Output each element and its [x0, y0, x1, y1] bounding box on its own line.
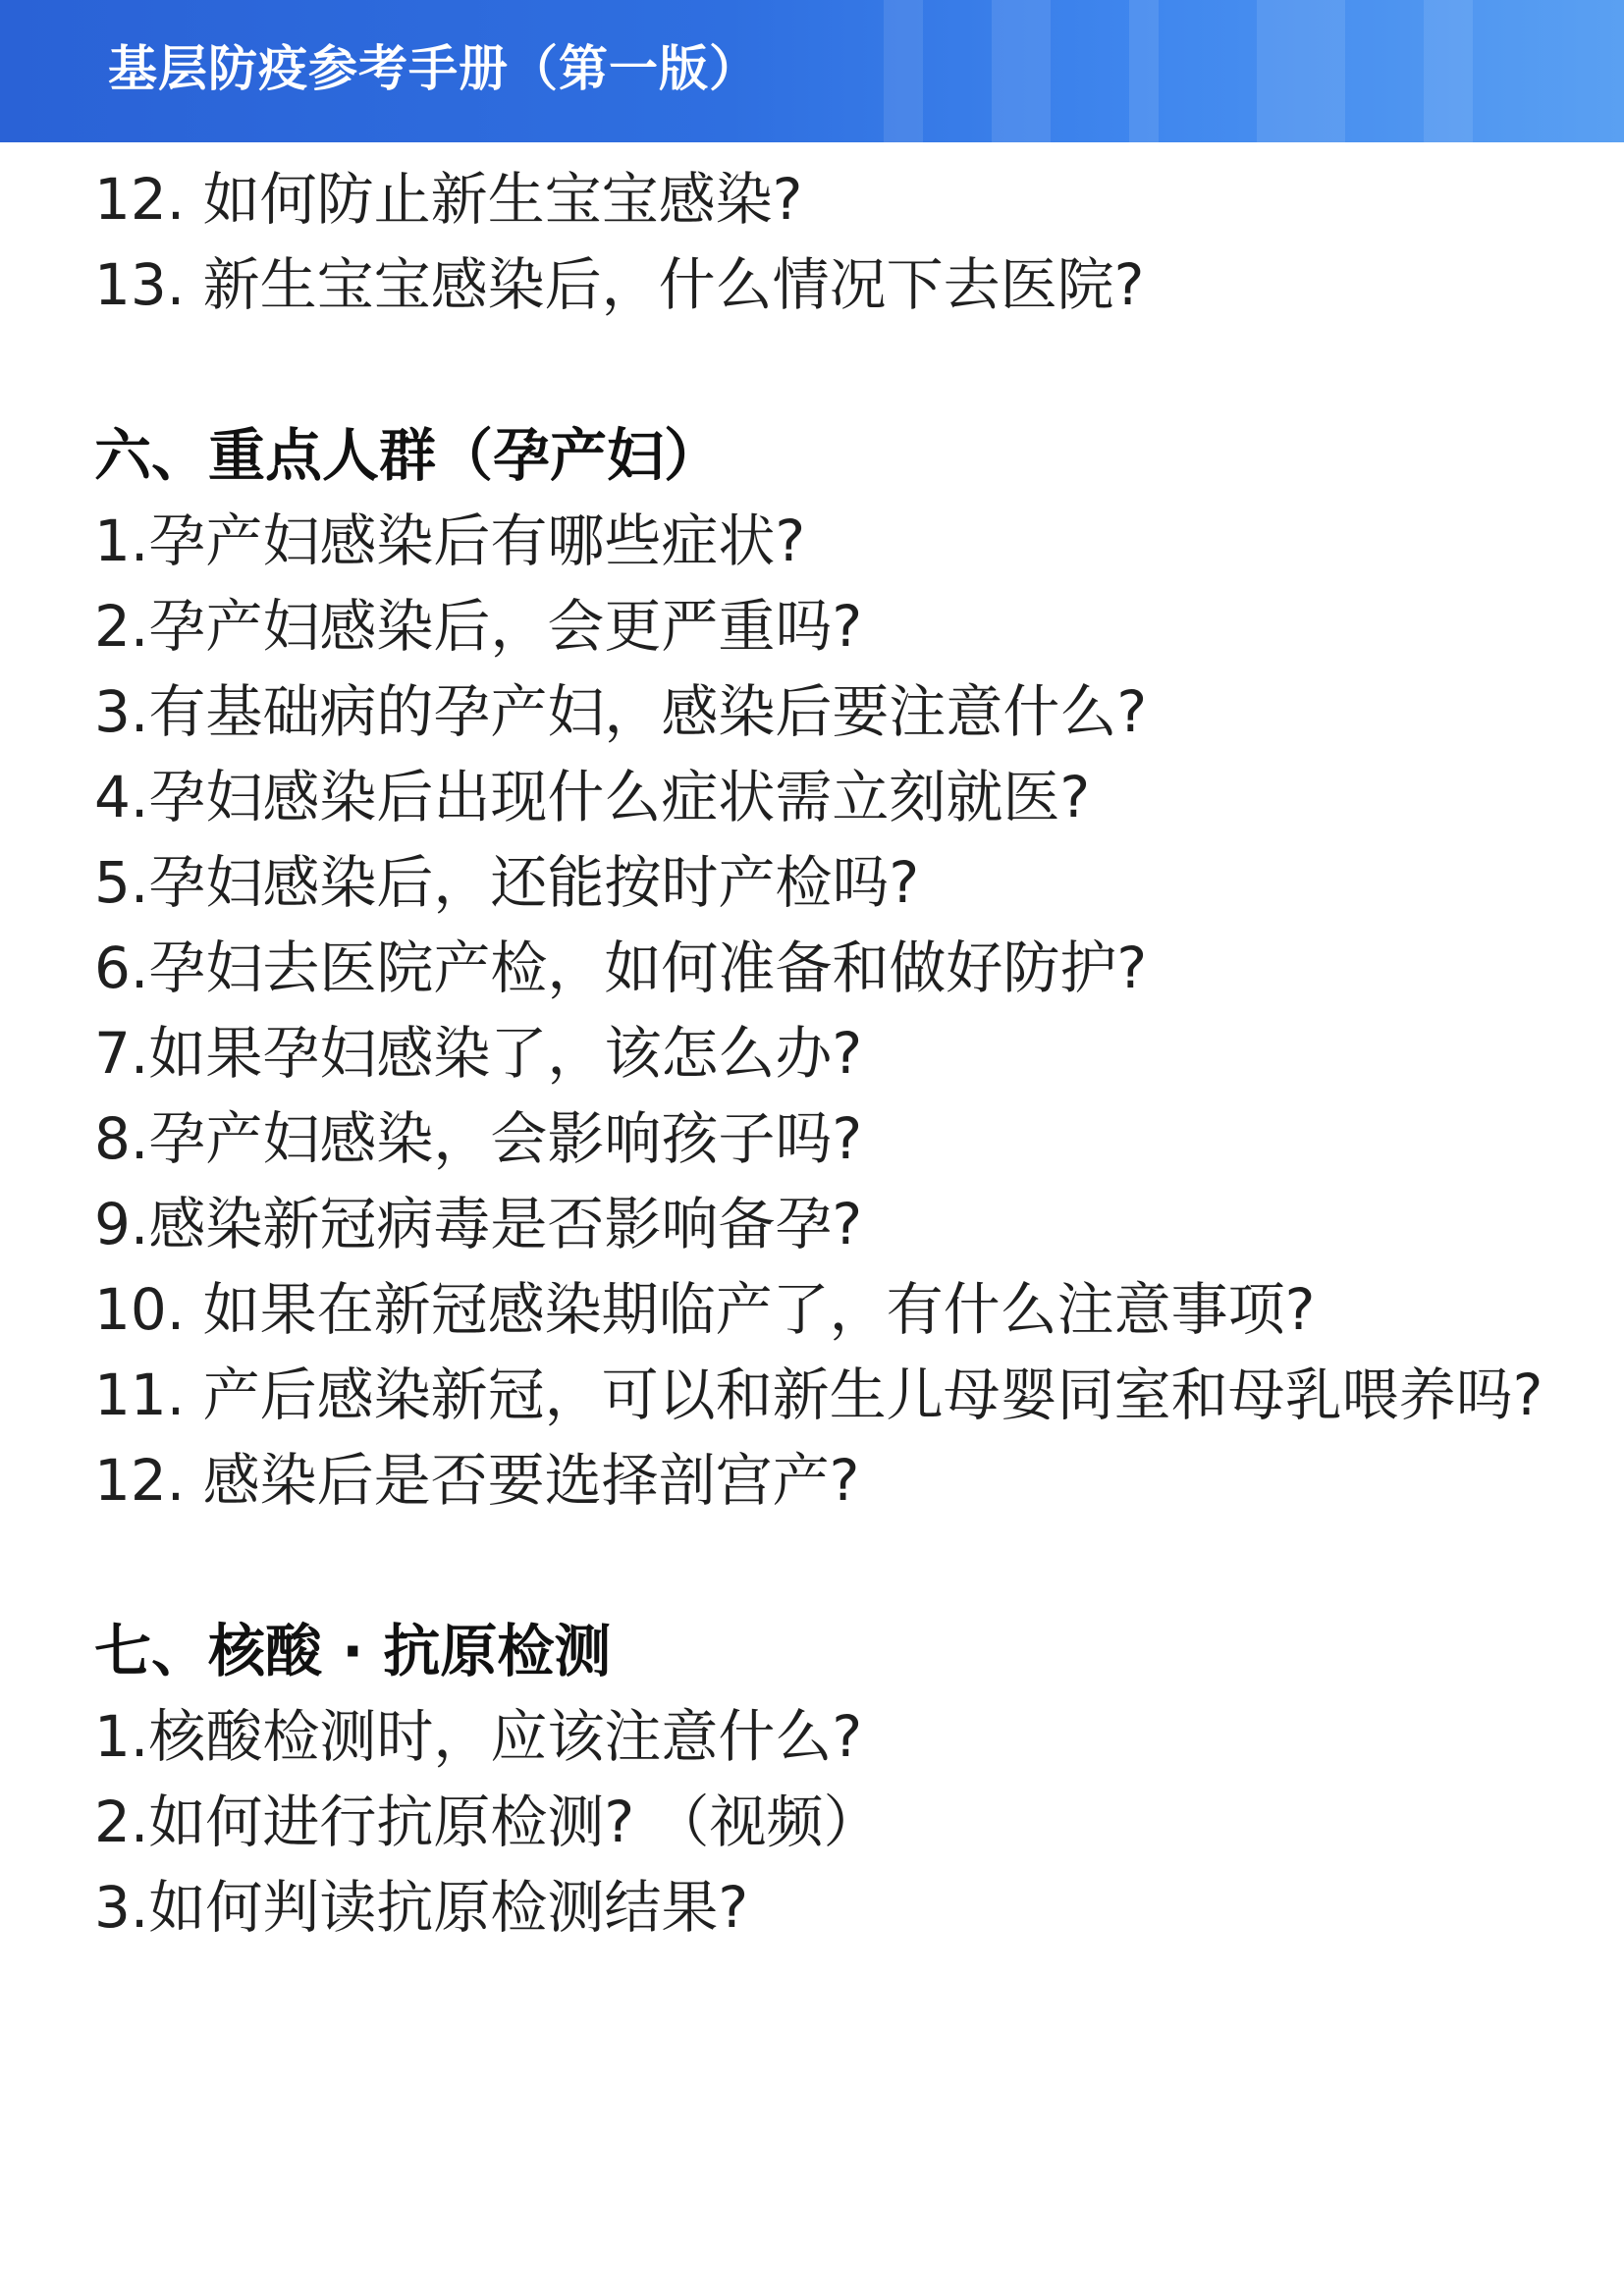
- banner-decoration: [884, 0, 923, 142]
- list-item: 2.孕产妇感染后，会更严重吗?: [94, 593, 863, 660]
- list-item: 3.如何判读抗原检测结果?: [94, 1874, 749, 1941]
- list-item: 8.孕产妇感染，会影响孩子吗?: [94, 1105, 863, 1172]
- list-item: 13. 新生宝宝感染后，什么情况下去医院?: [94, 251, 1145, 318]
- header-banner: [0, 0, 1624, 142]
- banner-decoration: [1257, 0, 1345, 142]
- list-item: 1.孕产妇感染后有哪些症状?: [94, 507, 806, 574]
- list-item: 10. 如果在新冠感染期临产了，有什么注意事项?: [94, 1276, 1316, 1343]
- list-item: 12. 感染后是否要选择剖宫产?: [94, 1447, 860, 1514]
- list-item: 9.感染新冠病毒是否影响备孕?: [94, 1191, 863, 1257]
- list-item: 4.孕妇感染后出现什么症状需立刻就医?: [94, 764, 1091, 830]
- list-item: 1.核酸检测时，应该注意什么?: [94, 1703, 863, 1770]
- list-item: 7.如果孕妇感染了，该怎么办?: [94, 1020, 863, 1087]
- banner-decoration: [1424, 0, 1473, 142]
- list-item: 6.孕妇去医院产检，如何准备和做好防护?: [94, 934, 1148, 1001]
- list-item: 3.有基础病的孕产妇，感染后要注意什么?: [94, 678, 1148, 745]
- page-title: 基层防疫参考手册（第一版）: [108, 40, 759, 97]
- list-item: 12. 如何防止新生宝宝感染?: [94, 166, 803, 233]
- section-heading: 七、核酸 · 抗原检测: [94, 1618, 612, 1684]
- spacer: [94, 328, 1567, 413]
- banner-decoration: [1129, 0, 1159, 142]
- list-item: 2.如何进行抗原检测? （视频）: [94, 1789, 881, 1855]
- banner-decoration: [992, 0, 1051, 142]
- section-heading: 六、重点人群（孕产妇）: [94, 422, 722, 489]
- list-item: 5.孕妇感染后，还能按时产检吗?: [94, 849, 920, 916]
- list-item: 11. 产后感染新冠，可以和新生儿母婴同室和母乳喂养吗?: [94, 1362, 1543, 1428]
- document-body: [94, 157, 1567, 1950]
- spacer: [94, 1523, 1567, 1609]
